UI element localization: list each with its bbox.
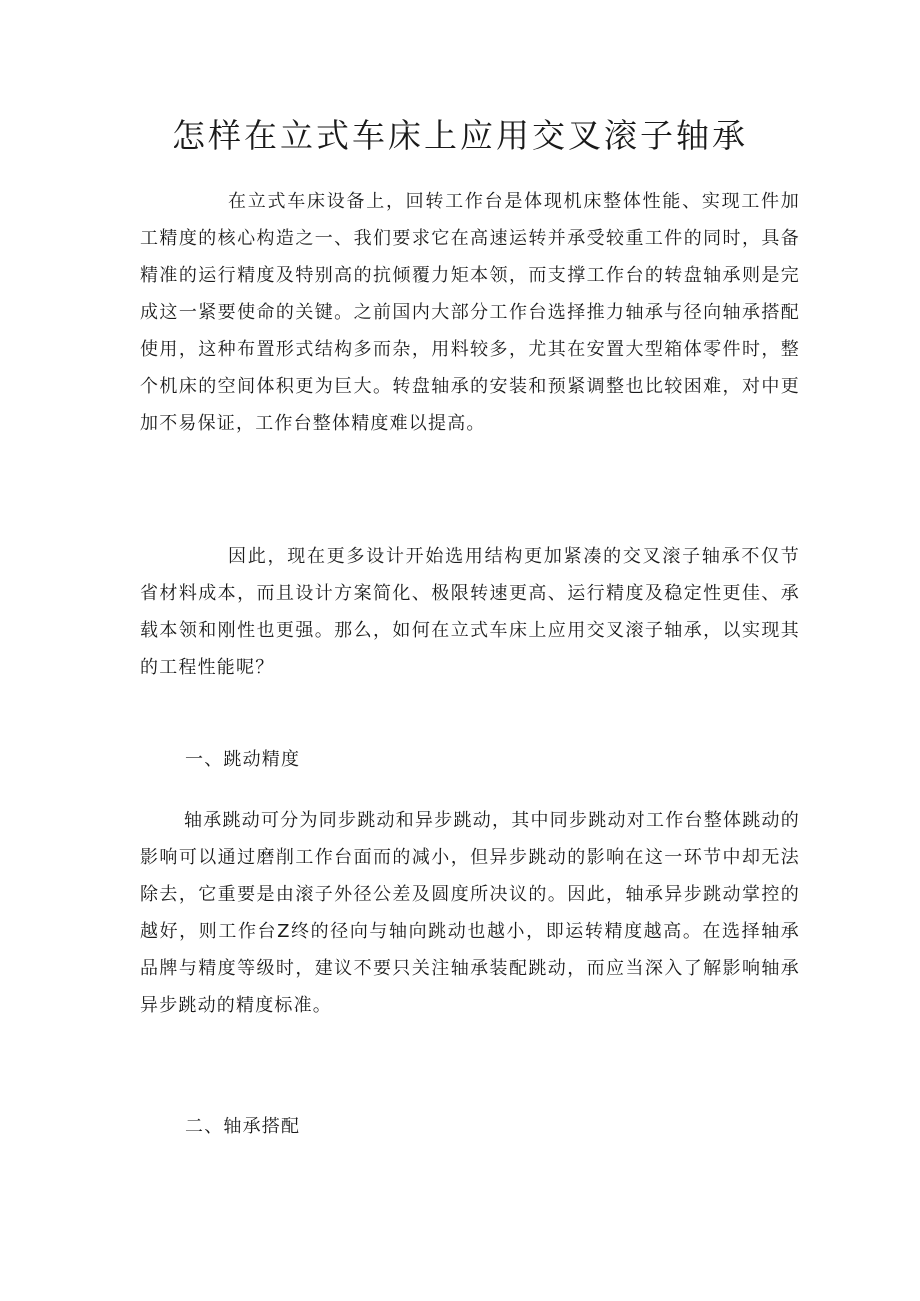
- intro-paragraph: 在立式车床设备上，回转工作台是体现机床整体性能、实现工件加工精度的核心构造之一、我们要求它在高速运转并承受较重工件的同时，具备精准的运行精度及特别高的抗倾覆力矩本领，而支撑工作台的转盘轴承则是完成这一紧要使命的关键。之前国内大部分工作台选择推力轴承与径向轴承搭配使用，这种布置形式结构多而杂，用料较多，尤其在安置大型箱体零件时，整个机床的空间体积更为巨大。转盘轴承的安装和预紧调整也比较困难，对中更加不易保证，工作台整体精度难以提高。: [140, 191, 800, 434]
- document-title: 怎样在立式车床上应用交叉滚子轴承: [172, 116, 748, 155]
- runout-paragraph: 轴承跳动可分为同步跳动和异步跳动，其中同步跳动对工作台整体跳动的影响可以通过磨削工作台面而的减小，但异步跳动的影响在这一环节中却无法除去，它重要是由滚子外径公差及圆度所决议的。因此，轴承异步跳动掌控的越好，则工作台Z终的径向与轴向跳动也越小，即运转精度越高。在选择轴承品牌与精度等级时，建议不要只关注轴承装配跳动，而应当深入了解影响轴承异步跳动的精度标准。: [140, 810, 800, 1016]
- section-heading-bearing-pairing: 二、轴承搭配: [185, 1116, 301, 1137]
- second-paragraph: 因此，现在更多设计开始选用结构更加紧凑的交叉滚子轴承不仅节省材料成本，而且设计方案简化、极限转速更高、运行精度及稳定性更佳、承载本领和刚性也更强。那么，如何在立式车床上应用交叉滚子轴承，以实现其的工程性能呢？: [140, 546, 800, 678]
- section-heading-runout: 一、跳动精度: [185, 749, 301, 770]
